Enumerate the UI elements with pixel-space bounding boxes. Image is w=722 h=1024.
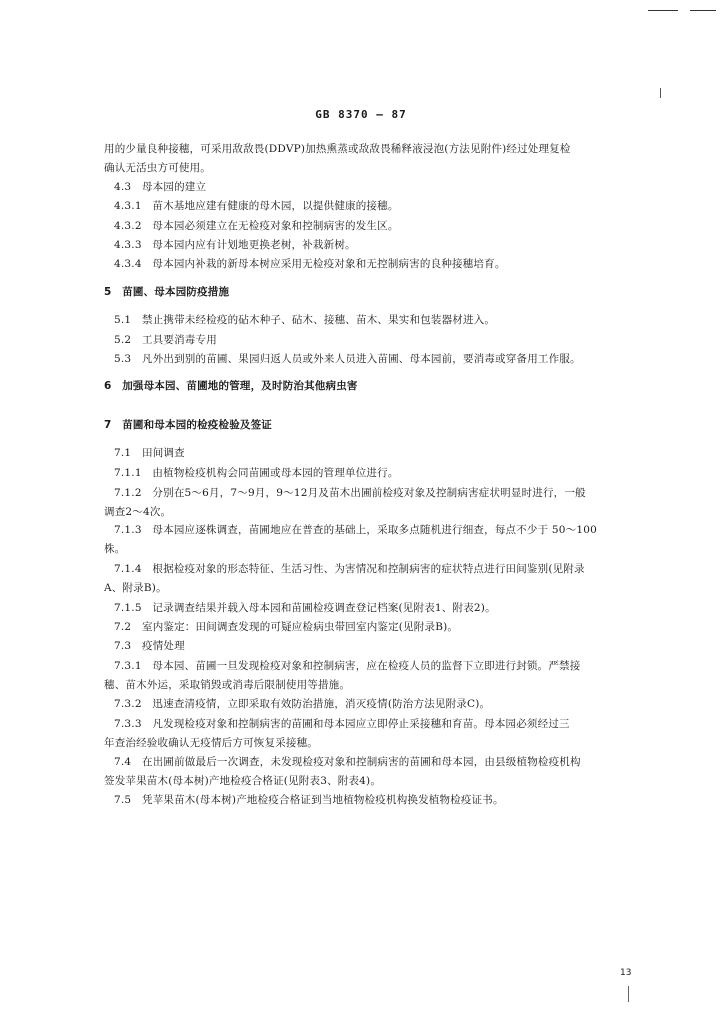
clause-heading: 7.3 疫情处理 [114, 640, 185, 652]
clause-continuation: 签发苹果苗木(母本树)产地检疫合格证(见附表3、附表4)。 [104, 775, 382, 787]
clause-line: 7.1.3 母本园应逐株调查，苗圃地应在普查的基础上，采取多点随机进行细查，每点不少于 50～100 [114, 524, 597, 536]
clause-line: 7.1.2 分别在5～6月，7～9月，9～12月及苗木出圃前检疫对象及控制病害症状明显时进行，一般 [114, 487, 586, 499]
clause-continuation: 调查2～4次。 [104, 506, 172, 518]
body-text-line: 确认无活虫方可使用。 [104, 162, 211, 174]
clause-line: 7.4 在出圃前做最后一次调查，未发现检疫对象和控制病害的苗圃和母本园，由县级植物检疫机构 [114, 756, 581, 768]
scan-artifact-tick [660, 88, 661, 98]
page-number: 13 [620, 968, 632, 978]
clause-line: 7.3.3 凡发现检疫对象和控制病害的苗圃和母本园应立即停止采接穗和育苗。母本园必须经过三 [114, 718, 570, 730]
clause-line: 7.1.1 由植物检疫机构会同苗圃或母本园的管理单位进行。 [114, 467, 399, 479]
clause-continuation: A、附录B)。 [104, 582, 167, 594]
clause-continuation: 株。 [104, 543, 126, 555]
clause-line: 4.3.4 母本园内补栽的新母本树应采用无检疫对象和无控制病害的良种接穗培育。 [114, 258, 506, 270]
clause-line: 5.1 禁止携带未经检疫的砧木种子、砧木、接穗、苗木、果实和包装器材进入。 [114, 314, 496, 326]
clause-line: 7.3.2 迅速查清疫情，立即采取有效防治措施，消灭疫情(防治方法见附录C)。 [114, 698, 491, 710]
clause-continuation: 年查治经验收确认无疫情后方可恢复采接穗。 [104, 737, 318, 749]
clause-line: 7.3.1 母本园、苗圃一旦发现检疫对象和控制病害，应在检疫人员的监督下立即进行封锁。严禁接 [114, 660, 581, 672]
section-heading-5: 5 苗圃、母本园防疫措施 [104, 286, 230, 298]
scan-artifact-line [648, 10, 678, 11]
standard-code-header: GB 8370 — 87 [315, 108, 407, 121]
clause-line: 4.3.2 母本园必须建立在无检疫对象和控制病害的发生区。 [114, 220, 399, 232]
scan-artifact-line [690, 10, 716, 11]
clause-line: 5.3 凡外出到别的苗圃、果园归返人员或外来人员进入苗圃、母本园前，要消毒或穿备用工作服。 [114, 353, 581, 365]
clause-line: 7.1.4 根据检疫对象的形态特征、生活习性、为害情况和控制病害的症状特点进行田间鉴别(见附录 [114, 563, 585, 575]
clause-line: 5.2 工具要消毒专用 [114, 334, 217, 346]
clause-line: 4.3.3 母本园内应有计划地更换老树，补栽新树。 [114, 239, 356, 251]
clause-line: 7.5 凭苹果苗木(母本树)产地检疫合格证到当地植物检疫机构换发植物检疫证书。 [114, 794, 504, 806]
body-text-line: 用的少量良种接穗，可采用敌敌畏(DDVP)加热熏蒸或敌敌畏稀释液浸泡(方法见附件)经过处理复检 [104, 143, 571, 155]
section-heading-6: 6 加强母本园、苗圃地的管理，及时防治其他病虫害 [104, 380, 358, 392]
clause-line: 4.3.1 苗木基地应建有健康的母木园，以提供健康的接穗。 [114, 200, 399, 212]
clause-line: 7.1.5 记录调查结果并载入母本园和苗圃检疫调查登记档案(见附表1、附表2)。 [114, 602, 496, 614]
scan-artifact-tick [628, 986, 629, 1002]
clause-heading: 7.1 田间调查 [114, 447, 185, 459]
clause-line: 7.2 室内鉴定：田间调查发现的可疑应检病虫带回室内鉴定(见附录B)。 [114, 621, 459, 633]
clause-continuation: 穗、苗木外运，采取销毁或消毒后限制使用等措施。 [104, 679, 351, 691]
clause-heading: 4.3 母本园的建立 [114, 181, 207, 193]
section-heading-7: 7 苗圃和母本园的检疫检验及签证 [104, 419, 273, 431]
